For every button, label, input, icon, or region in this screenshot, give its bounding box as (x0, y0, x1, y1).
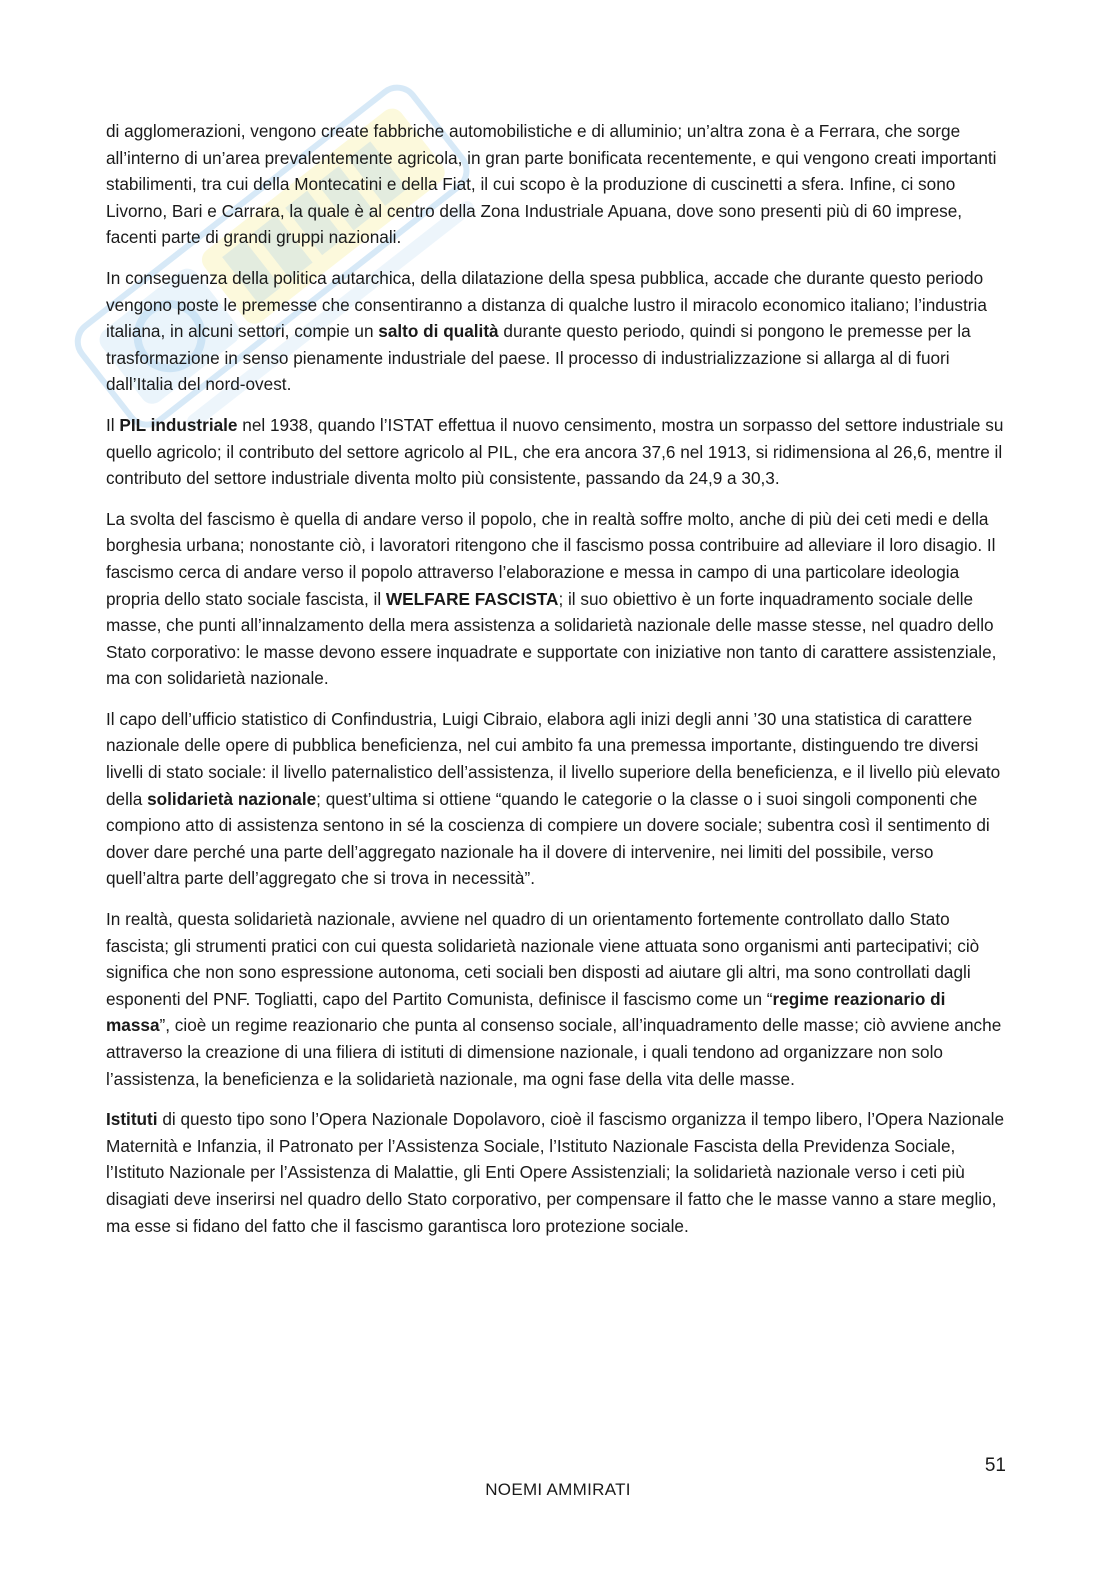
text-run: di agglomerazioni, vengono create fabbriche automobilistiche e di alluminio; un’altra zona è a Ferrara, che sorge all’interno di un’area prevalentemente agricola, in gran parte bonificata recentemente, e qui vengono creati importanti stabilimenti, tra cui della Montecatini e della Fiat, il cui scopo è la produzione di cuscinetti a sfera. Infine, ci sono Livorno, Bari e Carrara, la quale è al centro della Zona Industriale Apuana, dove sono presenti più di 60 imprese, facenti parte di grandi gruppi nazionali. (106, 121, 997, 248)
bold-text: WELFARE FASCISTA (385, 588, 559, 609)
page-number: 51 (984, 1455, 1006, 1476)
bold-text: Istituti (106, 1109, 158, 1130)
bold-text: salto di qualità (378, 321, 499, 342)
text-run: ; quest’ultima si ottiene “quando le categorie o la classe o i suoi singoli componenti che compiono atto di assistenza sentono in sé la coscienza di compiere un dovere sociale; subentra così il sentimento di dover dare perché una parte dell’aggregato nazionale ha il dovere di intervenire, nei limiti del possibile, verso quell’altra parte dell’aggregato che si trova in necessità”. (106, 788, 990, 889)
text-run: In conseguenza della politica autarchica, della dilatazione della spesa pubblica, accade che durante questo periodo vengono poste le premesse che consentiranno a distanza di qualche lustro il miracolo economico italiano; l’industria italiana, in alcuni settori, compie un (106, 267, 987, 342)
text-run: ”, cioè un regime reazionario che punta al consenso sociale, all’inquadramento delle masse; ciò avviene anche attraverso la creazione di una filiera di istituti di dimensione nazionale, i quali tendono ad organizzare non solo l’assistenza, la beneficienza e la solidarietà nazionale, ma ogni fase della vita delle masse. (106, 1015, 1002, 1089)
paragraph (106, 506, 1006, 692)
text-run: durante questo periodo, quindi si pongono le premesse per la trasformazione in senso pienamente industriale del paese. Il processo di industrializzazione si allarga al di fuori dall’Italia del nord-ovest. (106, 321, 971, 395)
text-run: nel 1938, quando l’ISTAT effettua il nuovo censimento, mostra un sorpasso del settore industriale su quello agricolo; il contributo del settore agricolo al PIL, che era ancora 37,6 nel 1913, si ridimensiona al 26,6, mentre il contributo del settore industriale diventa molto più consistente, passando da 24,9 a 30,3. (106, 414, 1004, 489)
text-run: di questo tipo sono l’Opera Nazionale Dopolavoro, cioè il fascismo organizza il tempo libero, l’Opera Nazionale Maternità e Infanzia, il Patronato per l’Assistenza Sociale, l’Istituto Nazionale Fascista della Previdenza Sociale, l’Istituto Nazionale per l’Assistenza di Malattie, gli Enti Opere Assistenziali; la solidarietà nazionale verso i ceti più disagiati deve inserirsi nel quadro dello Stato corporativo, per compensare il fatto che le masse vanno a stare meglio, ma esse si fidano del fatto che il fascismo garantisca loro protezione sociale. (106, 1109, 1005, 1236)
bold-text: regime reazionario di massa (106, 988, 946, 1036)
text-run: Il capo dell’ufficio statistico di Confindustria, Luigi Cibraio, elabora agli inizi degli anni ’30 una statistica di carattere nazionale delle opere di pubblica beneficienza, nel cui ambito fa una premessa importante, distinguendo tre diversi livelli di stato sociale: il livello paternalistico dell’assistenza, il livello superiore della beneficienza, e il livello più elevato della (106, 708, 1001, 809)
page-footer: NOEMI AMMIRATI (485, 1480, 631, 1499)
paragraph (106, 265, 1006, 398)
paragraph (106, 906, 1006, 1092)
paragraph (106, 118, 1006, 251)
bold-text: solidarietà nazionale (147, 788, 317, 809)
text-run: Il (106, 414, 120, 435)
bold-text: PIL industriale (119, 414, 238, 435)
paragraph (106, 706, 1006, 892)
text-run: In realtà, questa solidarietà nazionale, avviene nel quadro di un orientamento fortemente controllato dallo Stato fascista; gli strumenti pratici con cui questa solidarietà nazionale viene attuata sono organismi anti partecipativi; ciò significa che non sono espressione autonoma, ceti sociali ben disposti ad aiutare gli altri, ma sono controllati dagli esponenti del PNF. Togliatti, capo del Partito Comunista, definisce il fascismo come un “ (106, 909, 980, 1009)
document-body (106, 118, 1006, 1253)
paragraph (106, 1106, 1006, 1239)
text-run: La svolta del fascismo è quella di andare verso il popolo, che in realtà soffre molto, anche di più dei ceti medi e della borghesia urbana; nonostante ciò, i lavoratori ritengono che il fascismo possa contribuire ad alleviare il loro disagio. Il fascismo cerca di andare verso il popolo attraverso l’elaborazione e messa in campo di una particolare ideologia propria dello stato sociale fascista, il (106, 508, 996, 609)
paragraph (106, 412, 1006, 492)
text-run: ; il suo obiettivo è un forte inquadramento sociale delle masse, che punti all’innalzamento della mera assistenza a solidarietà nazionale delle masse stesse, nel quadro dello Stato corporativo: le masse devono essere inquadrate e supportate con iniziative non tanto di carattere assistenziale, ma con solidarietà nazionale. (106, 588, 997, 689)
